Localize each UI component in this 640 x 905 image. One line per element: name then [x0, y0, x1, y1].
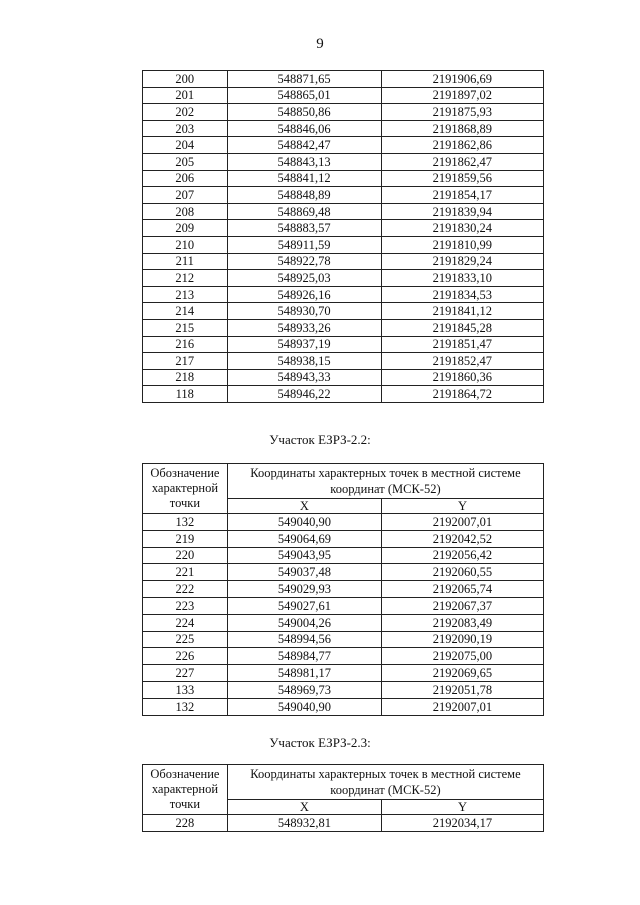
table-row — [143, 336, 544, 353]
point-number-cell: 213 — [143, 286, 228, 303]
point-number-cell: 216 — [143, 336, 228, 353]
point-number-cell: 209 — [143, 220, 228, 237]
point-number-cell: 205 — [143, 153, 228, 170]
header-point-designation: Обозначение характерной точки — [143, 464, 228, 514]
point-number-cell: 222 — [143, 581, 228, 598]
point-number-cell: 218 — [143, 369, 228, 386]
coord-y-cell: 2191834,53 — [381, 286, 543, 303]
point-number-cell: 219 — [143, 530, 228, 547]
table-header-row — [143, 464, 544, 499]
point-number-cell: 132 — [143, 514, 228, 531]
point-number-cell: 212 — [143, 270, 228, 287]
table-row — [143, 648, 544, 665]
coord-x-cell: 548848,89 — [227, 187, 381, 204]
coord-y-cell: 2191810,99 — [381, 236, 543, 253]
coord-y-cell: 2192075,00 — [381, 648, 543, 665]
coord-x-cell: 548926,16 — [227, 286, 381, 303]
coord-y-cell: 2191854,17 — [381, 187, 543, 204]
table-row — [143, 530, 544, 547]
coord-x-cell: 549004,26 — [227, 614, 381, 631]
point-number-cell: 133 — [143, 681, 228, 698]
table-row — [143, 286, 544, 303]
point-number-cell: 214 — [143, 303, 228, 320]
table-row — [143, 87, 544, 104]
point-number-cell: 211 — [143, 253, 228, 270]
table-2-body — [143, 514, 544, 716]
header-y: Y — [381, 800, 543, 815]
coord-x-cell: 548984,77 — [227, 648, 381, 665]
point-number-cell: 201 — [143, 87, 228, 104]
coord-x-cell: 548938,15 — [227, 353, 381, 370]
point-number-cell: 200 — [143, 71, 228, 88]
coord-x-cell: 548911,59 — [227, 236, 381, 253]
point-number-cell: 217 — [143, 353, 228, 370]
table-row — [143, 369, 544, 386]
coord-y-cell: 2191841,12 — [381, 303, 543, 320]
table-3-body — [143, 815, 544, 832]
point-number-cell: 223 — [143, 597, 228, 614]
point-number-cell: 204 — [143, 137, 228, 154]
coord-y-cell: 2191829,24 — [381, 253, 543, 270]
header-x: X — [227, 800, 381, 815]
coord-x-cell: 548932,81 — [227, 815, 381, 832]
header-coordinates: Координаты характерных точек в местной системе координат (МСК-52) — [227, 765, 543, 800]
coord-x-cell: 548994,56 — [227, 631, 381, 648]
point-number-cell: 215 — [143, 319, 228, 336]
table-1-body — [143, 71, 544, 403]
coord-y-cell: 2191851,47 — [381, 336, 543, 353]
coord-y-cell: 2192007,01 — [381, 514, 543, 531]
table-row — [143, 120, 544, 137]
coord-x-cell: 548850,86 — [227, 104, 381, 121]
coord-x-cell: 548846,06 — [227, 120, 381, 137]
table-row — [143, 153, 544, 170]
table-row — [143, 386, 544, 403]
table-row — [143, 253, 544, 270]
header-x: X — [227, 499, 381, 514]
coordinates-table-ezrz-2-2 — [142, 463, 544, 716]
coord-x-cell: 549037,48 — [227, 564, 381, 581]
coord-x-cell: 548841,12 — [227, 170, 381, 187]
point-number-cell: 210 — [143, 236, 228, 253]
header-coordinates: Координаты характерных точек в местной системе координат (МСК-52) — [227, 464, 543, 499]
coord-y-cell: 2192090,19 — [381, 631, 543, 648]
coord-y-cell: 2191862,86 — [381, 137, 543, 154]
table-row — [143, 597, 544, 614]
coord-x-cell: 549040,90 — [227, 514, 381, 531]
coord-x-cell: 549043,95 — [227, 547, 381, 564]
table-row — [143, 581, 544, 598]
coord-y-cell: 2191860,36 — [381, 369, 543, 386]
coord-y-cell: 2192083,49 — [381, 614, 543, 631]
table-row — [143, 319, 544, 336]
coord-x-cell: 548842,47 — [227, 137, 381, 154]
coord-y-cell: 2191875,93 — [381, 104, 543, 121]
coord-x-cell: 548883,57 — [227, 220, 381, 237]
table-row — [143, 815, 544, 832]
coord-x-cell: 548969,73 — [227, 681, 381, 698]
section-caption-ezrz-2-2: Участок ЕЗРЗ-2.2: — [269, 432, 371, 447]
table-row — [143, 71, 544, 88]
coord-y-cell: 2192007,01 — [381, 698, 543, 715]
coord-x-cell: 548843,13 — [227, 153, 381, 170]
table-row — [143, 236, 544, 253]
point-number-cell: 118 — [143, 386, 228, 403]
table-row — [143, 547, 544, 564]
coord-y-cell: 2191830,24 — [381, 220, 543, 237]
table-row — [143, 514, 544, 531]
point-number-cell: 221 — [143, 564, 228, 581]
coord-x-cell: 548871,65 — [227, 71, 381, 88]
coord-y-cell: 2192034,17 — [381, 815, 543, 832]
point-number-cell: 202 — [143, 104, 228, 121]
coord-y-cell: 2192060,55 — [381, 564, 543, 581]
table-row — [143, 104, 544, 121]
coord-x-cell: 549027,61 — [227, 597, 381, 614]
table-row — [143, 353, 544, 370]
coord-x-cell: 549040,90 — [227, 698, 381, 715]
header-y: Y — [381, 499, 543, 514]
table-row — [143, 303, 544, 320]
coord-x-cell: 549029,93 — [227, 581, 381, 598]
table-row — [143, 170, 544, 187]
coord-y-cell: 2191862,47 — [381, 153, 543, 170]
coord-y-cell: 2191868,89 — [381, 120, 543, 137]
coord-y-cell: 2191845,28 — [381, 319, 543, 336]
coord-y-cell: 2192065,74 — [381, 581, 543, 598]
point-number-cell: 207 — [143, 187, 228, 204]
table-row — [143, 681, 544, 698]
coord-y-cell: 2191833,10 — [381, 270, 543, 287]
coord-x-cell: 548925,03 — [227, 270, 381, 287]
coord-y-cell: 2191839,94 — [381, 203, 543, 220]
coord-x-cell: 548943,33 — [227, 369, 381, 386]
point-number-cell: 206 — [143, 170, 228, 187]
coord-y-cell: 2191864,72 — [381, 386, 543, 403]
point-number-cell: 132 — [143, 698, 228, 715]
table-row — [143, 564, 544, 581]
table-row — [143, 698, 544, 715]
point-number-cell: 220 — [143, 547, 228, 564]
table-row — [143, 187, 544, 204]
coord-y-cell: 2191897,02 — [381, 87, 543, 104]
coord-x-cell: 548930,70 — [227, 303, 381, 320]
coord-y-cell: 2191906,69 — [381, 71, 543, 88]
coord-y-cell: 2191859,56 — [381, 170, 543, 187]
coord-x-cell: 548922,78 — [227, 253, 381, 270]
coord-y-cell: 2192051,78 — [381, 681, 543, 698]
point-number-cell: 224 — [143, 614, 228, 631]
coord-x-cell: 548937,19 — [227, 336, 381, 353]
section-caption-ezrz-2-3: Участок ЕЗРЗ-2.3: — [269, 735, 371, 750]
point-number-cell: 228 — [143, 815, 228, 832]
coord-y-cell: 2192069,65 — [381, 665, 543, 682]
point-number-cell: 227 — [143, 665, 228, 682]
table-row — [143, 203, 544, 220]
header-point-designation: Обозначение характерной точки — [143, 765, 228, 815]
point-number-cell: 226 — [143, 648, 228, 665]
coordinates-table-continued — [142, 70, 544, 403]
coord-y-cell: 2192042,52 — [381, 530, 543, 547]
table-row — [143, 270, 544, 287]
point-number-cell: 225 — [143, 631, 228, 648]
coord-x-cell: 548933,26 — [227, 319, 381, 336]
coord-y-cell: 2192067,37 — [381, 597, 543, 614]
coord-y-cell: 2191852,47 — [381, 353, 543, 370]
table-row — [143, 665, 544, 682]
table-row — [143, 614, 544, 631]
table-row — [143, 137, 544, 154]
page-number: 9 — [316, 36, 324, 52]
coord-x-cell: 548865,01 — [227, 87, 381, 104]
coord-y-cell: 2192056,42 — [381, 547, 543, 564]
coord-x-cell: 548981,17 — [227, 665, 381, 682]
table-row — [143, 631, 544, 648]
table-header-row — [143, 765, 544, 800]
coord-x-cell: 549064,69 — [227, 530, 381, 547]
point-number-cell: 203 — [143, 120, 228, 137]
coord-x-cell: 548869,48 — [227, 203, 381, 220]
point-number-cell: 208 — [143, 203, 228, 220]
coord-x-cell: 548946,22 — [227, 386, 381, 403]
table-row — [143, 220, 544, 237]
coordinates-table-ezrz-2-3 — [142, 764, 544, 832]
